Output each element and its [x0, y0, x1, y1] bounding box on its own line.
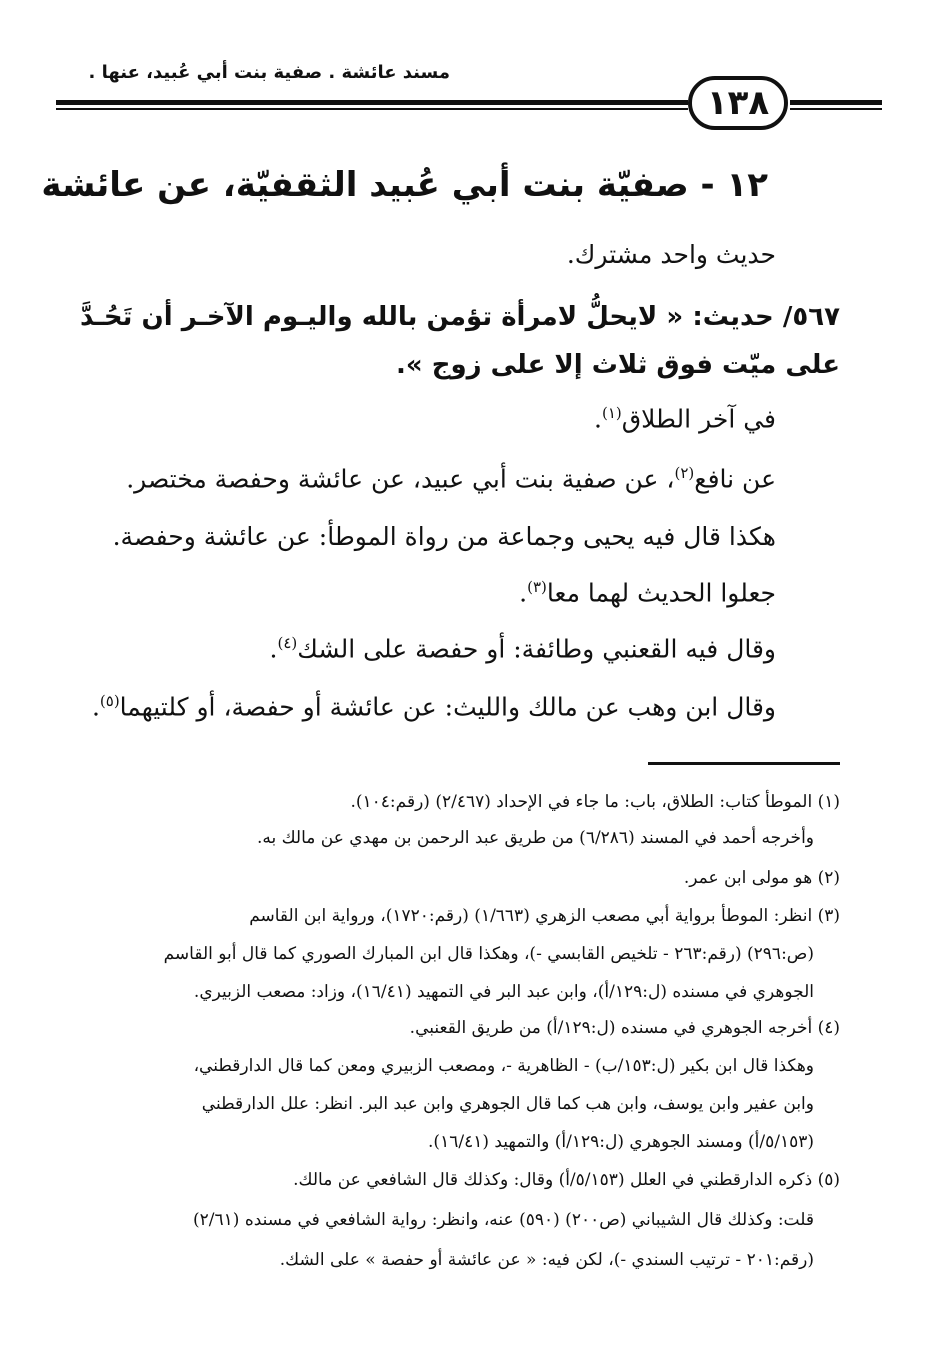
hadith-label: ٥٦٧/ حديث: — [692, 302, 840, 332]
footnote-line: (٣) انظر: الموطأ برواية أبي مصعب الزهري (١/٦٦٣) (رقم:١٧٢٠)، ورواية ابن القاسم — [249, 906, 840, 926]
footnote-line: قلت: وكذلك قال الشيباني (ص٢٠٠) (٥٩٠) عنه، وانظر: رواية الشافعي في مسنده (٢/٦١) — [193, 1210, 814, 1230]
footnote-line: (٢) هو مولى ابن عمر. — [683, 868, 840, 888]
header-rule-thin-right — [790, 108, 882, 110]
footnote-separator — [648, 762, 840, 765]
footnote-line: وابن عفير وابن يوسف، وابن هب كما قال الجوهري وابن عبد البر. انظر: علل الدارقطني — [201, 1094, 814, 1114]
running-header: مسند عائشة . صفية بنت أبي عُبيد، عنها . — [88, 62, 450, 83]
footnote-line: الجوهري في مسنده (ل:١٢٩/أ)، وابن عبد البر في التمهيد (١٦/٤١)، وزاد: مصعب الزبيري. — [193, 982, 814, 1002]
footnote-ref: (٣) — [527, 578, 547, 596]
footnote-line: وهكذا قال ابن بكير (ل:١٥٣/ب) - الظاهرية -، ومصعب الزبيري ومعن كما قال الدارقطني، — [193, 1056, 814, 1076]
footnote-ref: (١) — [601, 404, 622, 422]
header-rule-thin — [56, 108, 688, 110]
header-rule-thick-right — [790, 100, 882, 105]
hadith-body: « لايحلُّ لامرأة تؤمن بالله واليـوم الآخـر أن تَحُـدَّ على ميّت فوق ثلاث إلا على زوج ». — [80, 302, 840, 380]
footnote-line: (٤) أخرجه الجوهري في مسنده (ل:١٢٩/أ) من طريق القعنبي. — [409, 1018, 840, 1038]
hadith-text — [80, 293, 840, 389]
footnote-line: (٥) ذكره الدارقطني في العلل (٥/١٥٣/أ) وقال: وكذلك قال الشافعي عن مالك. — [293, 1170, 840, 1190]
body-line: وقال فيه القعنبي وطائفة: أو حفصة على الشك$^{(٤)}$. — [269, 634, 776, 664]
chapter-title: ١٢ - صفيّة بنت أبي عُبيد الثقفيّة، عن عائشة — [41, 165, 768, 205]
body-line: جعلوا الحديث لهما معا$^{(٣)}$. — [519, 578, 776, 608]
footnote-line: وأخرجه أحمد في المسند (٦/٢٨٦) من طريق عبد الرحمن بن مهدي عن مالك به. — [256, 828, 814, 848]
body-line: وقال ابن وهب عن مالك والليث: عن عائشة أو حفصة، أو كلتيهما$^{(٥)}$. — [91, 692, 776, 722]
footnote-ref: (٢) — [674, 464, 695, 482]
body-line: عن نافع$^{(٢)}$، عن صفية بنت أبي عبيد، عن عائشة وحفصة مختصر. — [126, 464, 776, 494]
footnote-ref: (٥) — [99, 692, 120, 710]
body-line: في آخر الطلاق$^{(١)}$. — [594, 404, 776, 434]
page-number: ١٣٨ — [688, 76, 788, 130]
footnote-line: (٥/١٥٣/أ) ومسند الجوهري (ل:١٢٩/أ) والتمهيد (١٦/٤١). — [428, 1132, 814, 1152]
footnote-line: (ص:٢٩٦) (رقم:٢٦٣ - تلخيص القابسي -)، وهكذا قال ابن المبارك الصوري كما قال أبو القاسم — [163, 944, 814, 964]
footnote-line: (١) الموطأ كتاب: الطلاق، باب: ما جاء في الإحداد (٢/٤٦٧) (رقم:١٠٤). — [350, 792, 840, 812]
intro-text: حديث واحد مشترك. — [566, 240, 776, 269]
body-line: هكذا قال فيه يحيى وجماعة من رواة الموطأ: عن عائشة وحفصة. — [112, 522, 776, 551]
footnote-line: (رقم:٢٠١ - ترتيب السندي -)، لكن فيه: « عن عائشة أو حفصة » على الشك. — [279, 1250, 814, 1270]
header-rule-thick — [56, 100, 688, 105]
footnote-ref: (٤) — [277, 634, 298, 652]
